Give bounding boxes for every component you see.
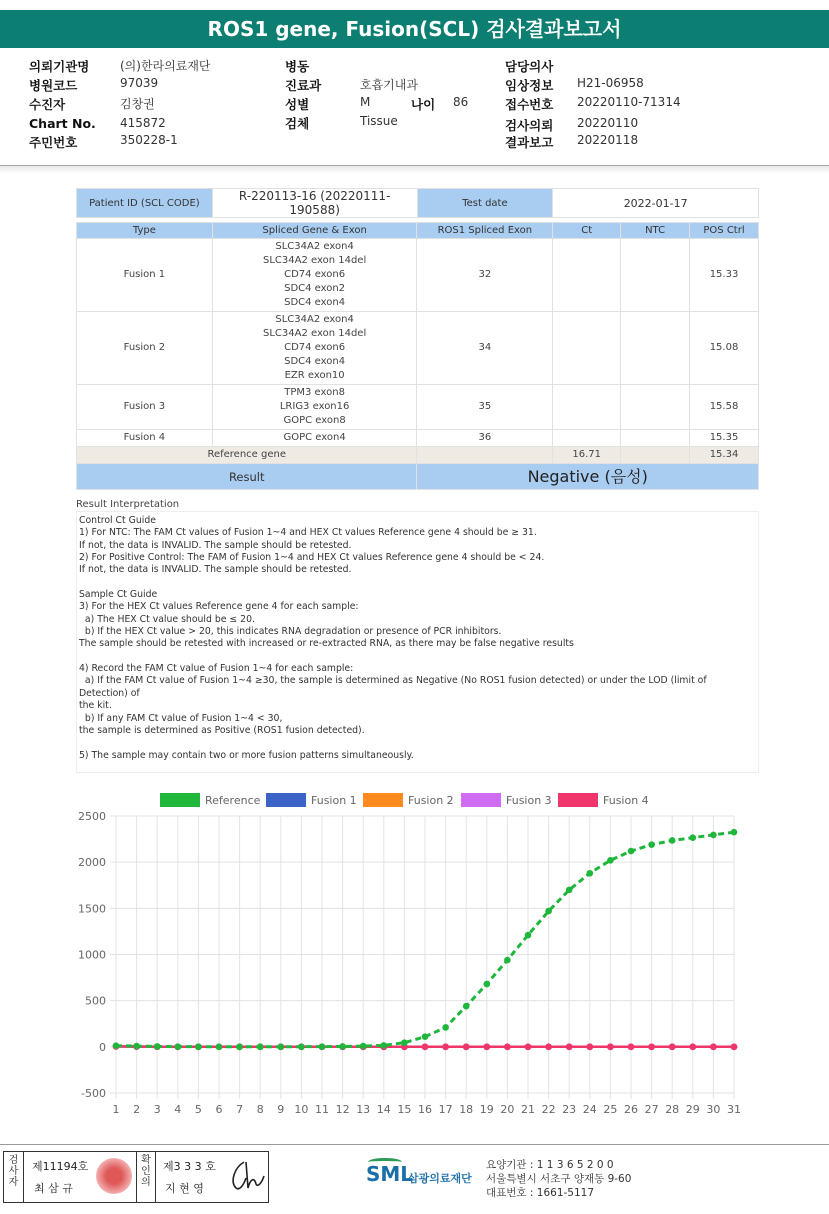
row-ntc [621,312,690,385]
legend-label-fusion-4: Fusion 4 [603,793,649,807]
y-tick-label: 0 [99,1040,106,1054]
legend-item-fusion-3[interactable] [461,793,552,807]
x-tick-label: 16 [418,1103,432,1116]
row-genes: GOPC exon4 [212,430,417,447]
col-header-exon: ROS1 Spliced Exon [417,223,553,239]
data-point [690,1044,697,1051]
dept-value: 호흡기내과 [360,78,418,92]
legend-label-fusion-3: Fusion 3 [506,793,552,807]
chart-legend [0,793,829,809]
data-point [545,1044,552,1051]
chart-no-value: 415872 [120,116,166,130]
data-point [484,1044,491,1051]
data-point [731,1044,738,1051]
ward-label: 병동 [285,59,310,74]
data-point [504,957,511,964]
y-tick-label: -500 [81,1087,106,1100]
inspector-name: 최 삼 규 [34,1182,73,1195]
x-tick-label: 30 [706,1103,721,1116]
reference-pos: 15.34 [690,447,759,464]
interpretation-line: 3) For the HEX Ct values Reference gene 4 for each sample: [79,601,359,613]
x-tick-label: 17 [438,1103,453,1116]
x-tick-label: 8 [256,1103,264,1116]
col-header-pos: POS Ctrl [690,223,759,239]
data-point [669,837,676,844]
report-title: ROS1 gene, Fusion(SCL) 검사결과보고서 [0,10,829,48]
interpretation-line: Sample Ct Guide [79,589,158,601]
interpretation-line: the kit. [79,700,112,712]
data-point [607,857,614,864]
test-date-label: Test date [417,189,553,218]
x-tick-label: 14 [376,1103,391,1116]
legend-label-fusion-2: Fusion 2 [408,793,454,807]
data-point [587,870,594,877]
dept-label: 진료과 [285,78,322,93]
x-tick-label: 2 [133,1103,141,1116]
x-tick-label: 21 [521,1103,535,1116]
result-value: Negative (음성) [417,464,759,490]
legend-swatch-fusion-2 [363,793,403,807]
patient-id-value: R-220113-16 (20220111-190588) [212,189,417,218]
y-tick-label: 1500 [78,902,106,916]
row-ct [553,312,621,385]
footer-divider [0,1144,829,1145]
y-tick-label: 1000 [78,948,106,962]
interpretation-line: 5) The sample may contain two or more fusion patterns simultaneously. [79,749,414,761]
table-row [77,385,759,430]
specimen-value: Tissue [360,114,398,128]
data-point [710,1044,717,1051]
interpretation-line: If not, the data is INVALID. The sample should be retested. [79,564,352,576]
legend-swatch-fusion-1 [266,793,306,807]
legend-swatch-fusion-4 [558,793,598,807]
interpretation-line [79,737,756,749]
interpretation-line: Control Ct Guide [79,515,156,526]
interpretation-line: 4) Record the FAM Ct value of Fusion 1~4 for each sample: [79,663,354,675]
table-row [77,239,759,312]
x-tick-label: 3 [153,1103,161,1116]
sml-logo [366,1158,486,1196]
data-point [628,1044,635,1051]
interpretation-line: If not, the data is INVALID. The sample should be retested. [79,539,352,551]
data-point [525,932,532,939]
col-header-ct: Ct [553,223,621,239]
data-point [463,1003,470,1010]
x-tick-label: 27 [644,1103,659,1116]
receipt-label: 접수번호 [505,97,554,112]
data-point [442,1024,449,1031]
rrn-label: 주민번호 [29,135,78,150]
data-point [463,1044,470,1051]
inspector-license: 제11194호 [32,1160,89,1173]
y-tick-label: 2000 [78,856,106,870]
age-label: 나이 [411,97,436,112]
vertical-char: 확 [141,1155,151,1166]
data-point [484,981,491,988]
data-point [133,1043,140,1050]
data-point [566,887,573,894]
row-genes: SLC34A2 exon4 SLC34A2 exon 14del CD74 exon6 SDC4 exon2 SDC4 exon4 [212,239,417,312]
data-point [113,1042,120,1049]
hospital-code-label: 병원코드 [29,78,78,93]
row-exon: 32 [417,239,553,312]
row-type: Fusion 4 [77,430,213,447]
data-point [669,1044,676,1051]
inspector-box [3,1151,269,1203]
row-pos: 15.58 [690,385,759,430]
x-tick-label: 20 [500,1103,515,1116]
age-value: 86 [453,95,469,109]
sex-label: 성별 [285,97,310,112]
row-type: Fusion 2 [77,312,213,385]
row-type: Fusion 3 [77,385,213,430]
logo-text: SML [366,1162,414,1186]
x-tick-label: 13 [356,1103,371,1116]
test-date-value: 2022-01-17 [553,189,759,218]
interpretation-line: a) If the FAM Ct value of Fusion 1~4 ≥30, the sample is determined as Negative (No ROS1 fusion detected) or under the LOD (limit of Detection) of [79,675,710,699]
interpretation-line: the sample is determined as Positive (ROS1 fusion detected). [79,724,365,736]
row-exon: 36 [417,430,553,447]
header-shadow [0,166,829,174]
request-value: 20220110 [577,116,639,130]
logo-org-name: 삼광의료재단 [408,1172,472,1185]
amplification-chart [76,808,756,1118]
data-point [504,1044,511,1051]
x-tick-label: 31 [727,1103,741,1116]
data-point [710,832,717,839]
data-point [422,1033,429,1040]
row-exon: 34 [417,312,553,385]
row-ct [553,385,621,430]
row-ct [553,430,621,447]
x-tick-label: 1 [112,1103,120,1116]
x-tick-label: 25 [603,1103,618,1116]
patient-info [0,55,829,165]
data-point [648,1044,655,1051]
interpretation-line: The sample should be retested with increased or re-extracted RNA, as there may be false negative results [79,638,574,650]
data-point [628,848,635,855]
institution-label: 의뢰기관명 [29,59,90,74]
x-tick-label: 29 [685,1103,700,1116]
x-tick-label: 4 [174,1103,182,1116]
data-point [360,1043,367,1050]
data-point [545,908,552,915]
data-point [216,1044,223,1051]
row-genes: TPM3 exon8 LRIG3 exon16 GOPC exon8 [212,385,417,430]
data-point [319,1043,326,1050]
interpretation-box [76,511,759,773]
x-tick-label: 6 [215,1103,223,1116]
data-point [401,1039,408,1046]
interpretation-line: b) If any FAM Ct value of Fusion 1~4 < 30, [79,712,283,724]
data-point [257,1044,264,1051]
x-tick-label: 19 [479,1103,494,1116]
chart-no-label: Chart No. [29,116,96,131]
row-pos: 15.35 [690,430,759,447]
contact-line-3: 대표번호 : 1661-5117 [486,1187,595,1199]
clinical-label: 임상정보 [505,78,554,93]
col-header-type: Type [77,223,213,239]
data-point [381,1042,388,1049]
interpretation-line [79,577,756,589]
data-point [422,1044,429,1051]
legend-item-reference[interactable] [160,793,260,807]
patient-label: 수진자 [29,97,66,112]
x-tick-label: 23 [562,1103,577,1116]
confirmer-label [136,1152,156,1202]
contact-info [486,1158,631,1200]
clinical-value: H21-06958 [577,76,644,90]
interpretation-line: a) The HEX Ct value should be ≤ 20. [79,613,255,625]
legend-label-fusion-1: Fusion 1 [311,793,357,807]
reference-ct: 16.71 [553,447,621,464]
reference-ntc [621,447,690,464]
row-ntc [621,239,690,312]
legend-item-fusion-2[interactable] [363,793,454,807]
x-tick-label: 15 [397,1103,412,1116]
reference-label: Reference gene [77,447,417,464]
row-pos: 15.08 [690,312,759,385]
interpretation-line [79,651,756,663]
x-tick-label: 24 [582,1103,597,1116]
data-point [195,1043,202,1050]
confirmer-license: 제3 3 3 호 [163,1160,216,1173]
hospital-code-value: 97039 [120,76,159,90]
reference-exon [417,447,553,464]
patient-value: 김창권 [120,97,155,111]
y-tick-label: 2500 [78,810,106,823]
inspector-label [4,1152,24,1202]
vertical-char: 검 [8,1155,19,1166]
reference-row [77,447,759,464]
confirmer-name: 지 현 영 [165,1182,204,1195]
row-ct [553,239,621,312]
row-pos: 15.33 [690,239,759,312]
specimen-label: 검체 [285,116,310,131]
x-tick-label: 11 [315,1103,329,1116]
signature-icon [226,1158,266,1194]
interpretation-line: 2) For Positive Control: The FAM of Fusion 1~4 and HEX Ct values Reference gene 4 should be < 24. [79,552,545,564]
report-date-value: 20220118 [577,133,639,147]
data-point [566,1044,573,1051]
request-label: 검사의뢰 [505,118,554,133]
patient-id-label: Patient ID (SCL CODE) [77,189,213,218]
y-tick-label: 500 [85,994,106,1008]
data-point [648,841,655,848]
table-row [77,312,759,385]
legend-label-reference: Reference [205,793,261,807]
data-point [731,829,738,836]
data-point [236,1044,243,1051]
x-tick-label: 28 [665,1103,680,1116]
legend-item-fusion-1[interactable] [266,793,357,807]
contact-line-1: 요양기관 : 1 1 3 6 5 2 0 0 [486,1159,614,1171]
data-point [442,1044,449,1051]
table-row [77,430,759,447]
data-point [587,1044,594,1051]
seal-stamp-icon [96,1158,132,1194]
legend-swatch-reference [160,793,200,807]
data-point [525,1044,532,1051]
interpretation-title: Result Interpretation [76,499,180,510]
x-tick-label: 22 [541,1103,556,1116]
x-tick-label: 9 [277,1103,285,1116]
row-type: Fusion 1 [77,239,213,312]
interpretation-line: b) If the HEX Ct value > 20, this indicates RNA degradation or presence of PCR inhibitors. [79,626,502,638]
rrn-value: 350228-1 [120,133,178,147]
result-label: Result [77,464,417,490]
row-exon: 35 [417,385,553,430]
patient-id-table [76,188,759,218]
doctor-label: 담당의사 [505,59,554,74]
vertical-char: 의 [141,1177,151,1188]
report-date-label: 결과보고 [505,135,554,150]
result-row [77,464,759,490]
sex-value: M [360,95,371,109]
institution-value: (의)한라의료재단 [120,59,211,73]
x-tick-label: 5 [194,1103,202,1116]
x-tick-label: 10 [294,1103,309,1116]
data-point [298,1043,305,1050]
x-tick-label: 12 [335,1103,350,1116]
col-header-ntc: NTC [621,223,690,239]
contact-line-2: 서울특별시 서초구 양재동 9-60 [486,1173,632,1185]
interpretation-line: 1) For NTC: The FAM Ct values of Fusion 1~4 and HEX Ct values Reference gene 4 should be ≥ 31. [79,527,537,539]
vertical-char: 사 [8,1166,19,1177]
x-tick-label: 18 [459,1103,474,1116]
row-genes: SLC34A2 exon4 SLC34A2 exon 14del CD74 exon6 SDC4 exon4 EZR exon10 [212,312,417,385]
legend-swatch-fusion-3 [461,793,501,807]
row-ntc [621,430,690,447]
x-tick-label: 7 [236,1103,244,1116]
receipt-value: 20220110-71314 [577,95,681,109]
data-point [175,1043,182,1050]
row-ntc [621,385,690,430]
data-point [278,1044,285,1051]
results-table [76,222,759,490]
data-point [339,1043,346,1050]
vertical-char: 인 [141,1166,151,1177]
x-tick-label: 26 [624,1103,638,1116]
data-point [690,834,697,841]
data-point [607,1044,614,1051]
legend-item-fusion-4[interactable] [558,793,649,807]
vertical-char: 자 [8,1177,19,1188]
data-point [154,1043,161,1050]
col-header-genes: Spliced Gene & Exon [212,223,417,239]
